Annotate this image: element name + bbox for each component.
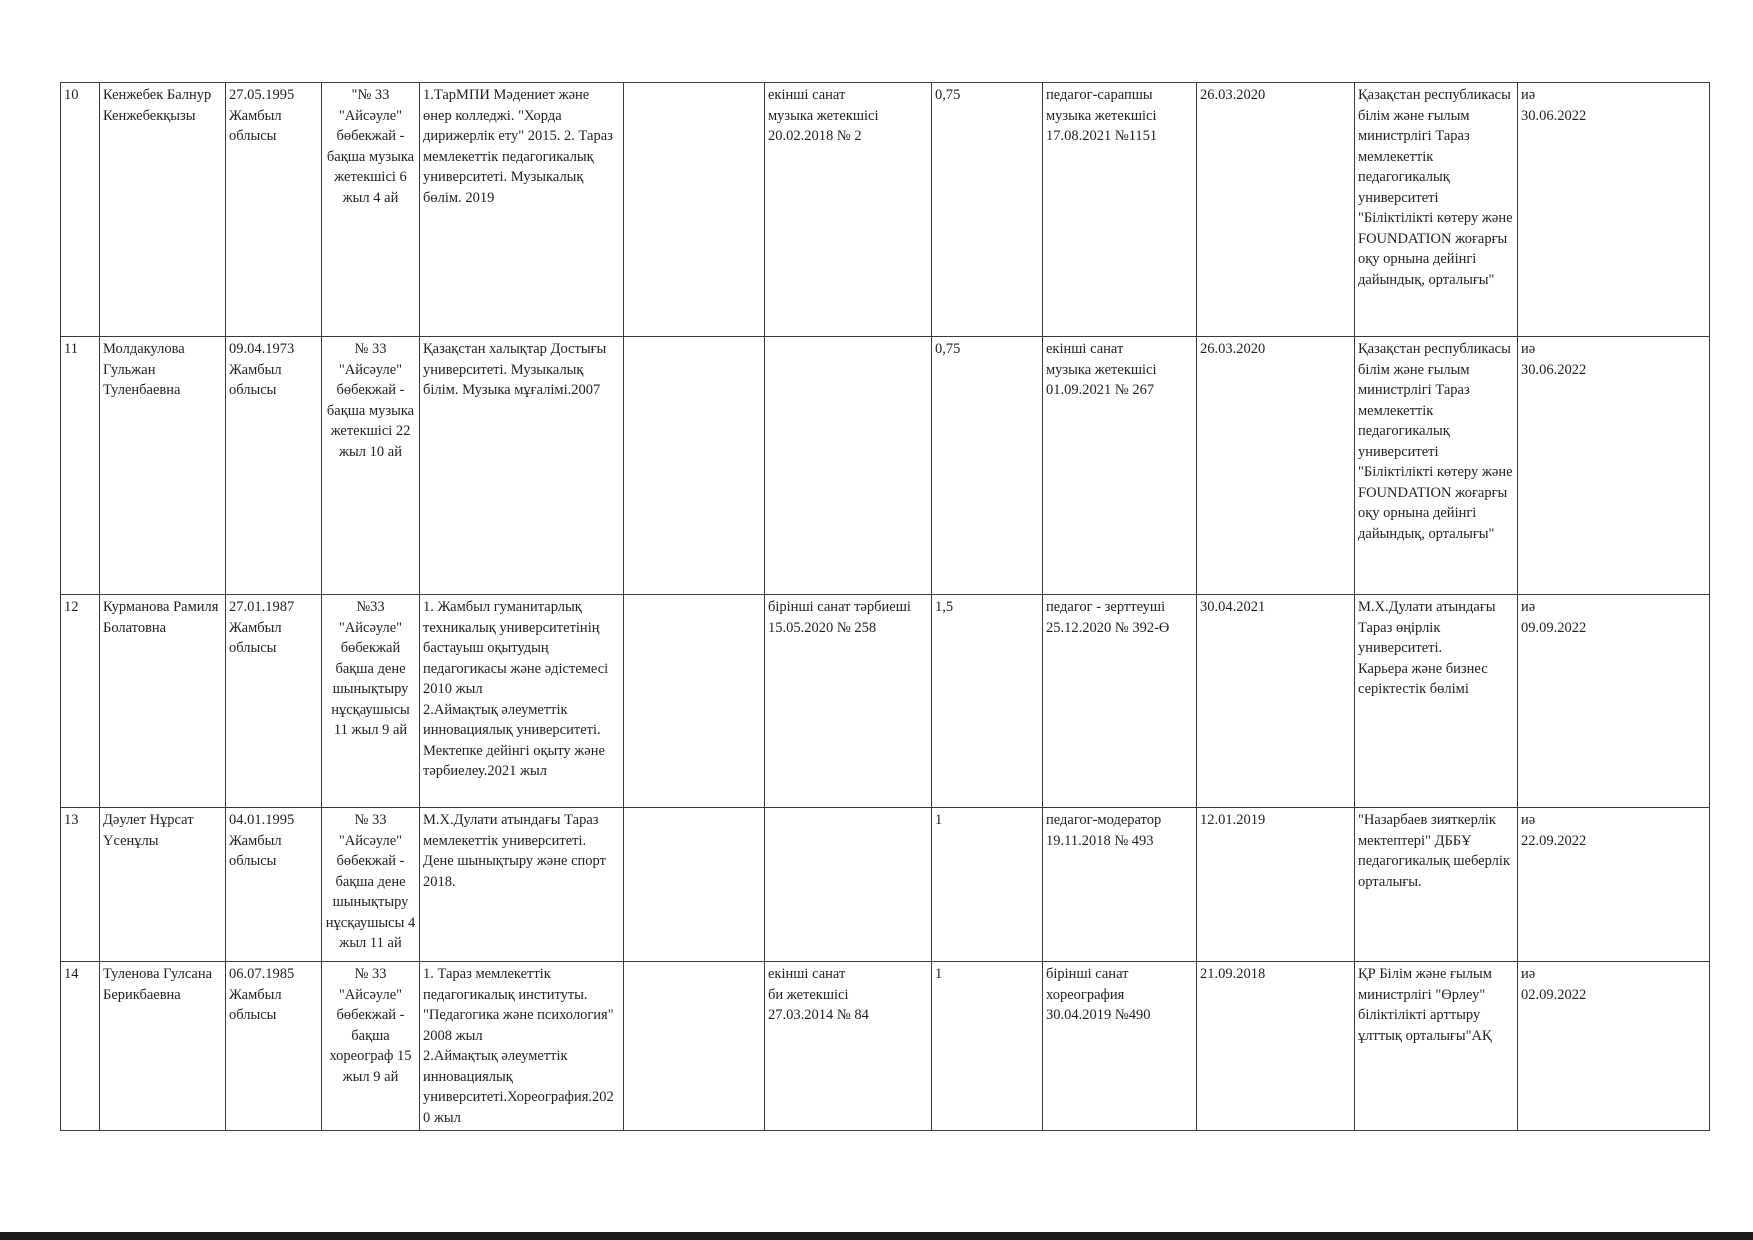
education: 1. Тараз мемлекеттік педагогикалық институты. "Педагогика және психология" 2008 жыл 2.Аймақтық әлеуметтік инновациялық университеті.Хореография.2020 жыл: [420, 962, 624, 1131]
course-status: иә 30.06.2022: [1518, 83, 1710, 337]
workload: 1,5: [932, 595, 1043, 808]
blank-cell: [624, 337, 765, 595]
qualification: бірінші санат хореография 30.04.2019 №490: [1043, 962, 1197, 1131]
course-provider: "Назарбаев зияткерлік мектептері" ДББҰ педагогикалық шеберлік орталығы.: [1355, 808, 1518, 962]
course-provider: Қазақстан республикасы білім және ғылым министрлігі Тараз мемлекеттік педагогикалық университеті "Біліктілікті көтеру және FOUNDATION жоғарғы оқу орнына дейінгі дайындық, орталығы": [1355, 337, 1518, 595]
education: М.Х.Дулати атындағы Тараз мемлекеттік университеті. Дене шынықтыру және спорт 2018.: [420, 808, 624, 962]
education: Қазақстан халықтар Достығы университеті. Музыкалық білім. Музыка мұғалімі.2007: [420, 337, 624, 595]
course-status: иә 02.09.2022: [1518, 962, 1710, 1131]
category: [765, 337, 932, 595]
course-provider: М.Х.Дулати атындағы Тараз өңірлік университеті. Карьера және бизнес серіктестік бөлімі: [1355, 595, 1518, 808]
course-status: иә 22.09.2022: [1518, 808, 1710, 962]
blank-cell: [624, 962, 765, 1131]
birth-info: 27.05.1995 Жамбыл облысы: [226, 83, 322, 337]
workload: 1: [932, 808, 1043, 962]
attestation-date: 26.03.2020: [1197, 83, 1355, 337]
category: екінші санат музыка жетекшісі 20.02.2018 № 2: [765, 83, 932, 337]
position-experience: №33 "Айсәуле" бөбекжай бақша дене шынықтыру нұсқаушысы 11 жыл 9 ай: [322, 595, 420, 808]
staff-table: [60, 82, 1710, 1131]
position-experience: № 33 "Айсәуле" бөбекжай - бақша музыка жетекшісі 22 жыл 10 ай: [322, 337, 420, 595]
workload: 1: [932, 962, 1043, 1131]
course-status: иә 30.06.2022: [1518, 337, 1710, 595]
table-row: [61, 83, 1710, 337]
table-row: [61, 595, 1710, 808]
category: [765, 808, 932, 962]
row-number: 13: [61, 808, 100, 962]
category: бірінші санат тәрбиеші 15.05.2020 № 258: [765, 595, 932, 808]
position-experience: "№ 33 "Айсәуле" бөбекжай - бақша музыка жетекшісі 6 жыл 4 ай: [322, 83, 420, 337]
qualification: педагог-сарапшы музыка жетекшісі 17.08.2021 №1151: [1043, 83, 1197, 337]
position-experience: № 33 "Айсәуле" бөбекжай - бақша хореограф 15 жыл 9 ай: [322, 962, 420, 1131]
table-row: [61, 962, 1710, 1131]
birth-info: 09.04.1973 Жамбыл облысы: [226, 337, 322, 595]
row-number: 14: [61, 962, 100, 1131]
workload: 0,75: [932, 83, 1043, 337]
attestation-date: 26.03.2020: [1197, 337, 1355, 595]
row-number: 11: [61, 337, 100, 595]
attestation-date: 12.01.2019: [1197, 808, 1355, 962]
qualification: екінші санат музыка жетекшісі 01.09.2021 № 267: [1043, 337, 1197, 595]
full-name: Туленова Гулсана Берикбаевна: [100, 962, 226, 1131]
position-experience: № 33 "Айсәуле" бөбекжай - бақша дене шынықтыру нұсқаушысы 4 жыл 11 ай: [322, 808, 420, 962]
blank-cell: [624, 808, 765, 962]
table-row: [61, 337, 1710, 595]
workload: 0,75: [932, 337, 1043, 595]
course-provider: ҚР Білім және ғылым министрлігі "Өрлеу" біліктілікті арттыру ұлттық орталығы"АҚ: [1355, 962, 1518, 1131]
blank-cell: [624, 83, 765, 337]
birth-info: 04.01.1995 Жамбыл облысы: [226, 808, 322, 962]
attestation-date: 30.04.2021: [1197, 595, 1355, 808]
row-number: 12: [61, 595, 100, 808]
blank-cell: [624, 595, 765, 808]
qualification: педагог - зерттеуші 25.12.2020 № 392-Ө: [1043, 595, 1197, 808]
row-number: 10: [61, 83, 100, 337]
qualification: педагог-модератор 19.11.2018 № 493: [1043, 808, 1197, 962]
attestation-date: 21.09.2018: [1197, 962, 1355, 1131]
full-name: Курманова Рамиля Болатовна: [100, 595, 226, 808]
education: 1.ТарМПИ Мәдениет және өнер колледжі. "Хорда дирижерлік ету" 2015. 2. Тараз мемлекеттік педагогикалық университеті. Музыкалық бөлім. 2019: [420, 83, 624, 337]
full-name: Дәулет Нұрсат Үсенұлы: [100, 808, 226, 962]
course-status: иә 09.09.2022: [1518, 595, 1710, 808]
scan-edge: [0, 1232, 1753, 1240]
birth-info: 27.01.1987 Жамбыл облысы: [226, 595, 322, 808]
full-name: Кенжебек Балнур Кенжебекқызы: [100, 83, 226, 337]
birth-info: 06.07.1985 Жамбыл облысы: [226, 962, 322, 1131]
course-provider: Қазақстан республикасы білім және ғылым министрлігі Тараз мемлекеттік педагогикалық университеті "Біліктілікті көтеру және FOUNDATION жоғарғы оқу орнына дейінгі дайындық, орталығы": [1355, 83, 1518, 337]
education: 1. Жамбыл гуманитарлық техникалық университетінің бастауыш оқытудың педагогикасы және әдістемесі 2010 жыл 2.Аймақтық әлеуметтік инновациялық университеті. Мектепке дейінгі оқыту және тәрбиелеу.2021 жыл: [420, 595, 624, 808]
table-row: [61, 808, 1710, 962]
full-name: Молдакулова Гульжан Туленбаевна: [100, 337, 226, 595]
category: екінші санат би жетекшісі 27.03.2014 № 84: [765, 962, 932, 1131]
